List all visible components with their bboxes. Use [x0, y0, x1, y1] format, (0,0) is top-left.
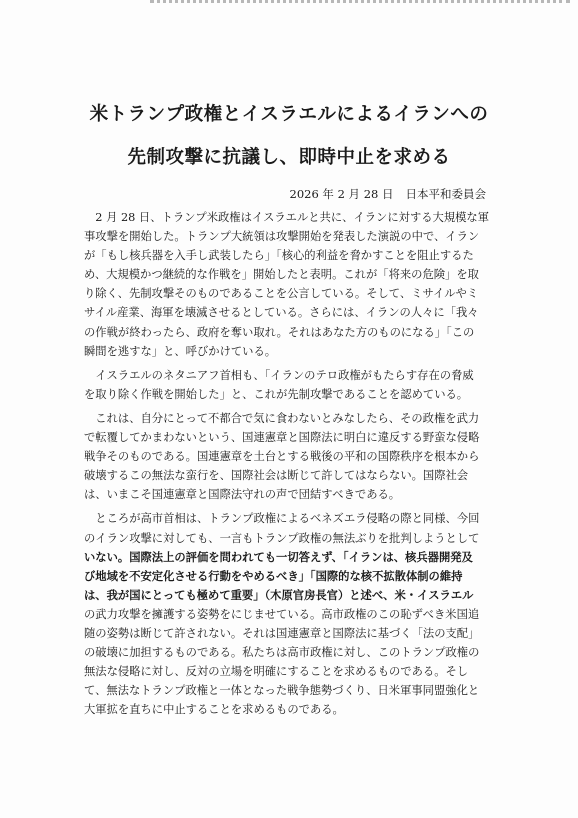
paragraph-1 — [84, 208, 494, 361]
paragraph-line: は、いまこそ国連憲章と国際法守れの声で団結すべきである。 — [84, 488, 401, 502]
paragraph-line: の破壊に加担するものである。私たちは高市政権に対し、このトランプ政権の — [84, 646, 480, 660]
title-line-2: 先制攻撃に抗議し、即時中止を求める — [127, 147, 451, 168]
paragraph-line: て、無法なトランプ政権と一体となった戦争態勢づくり、日米軍事同盟強化と — [84, 684, 480, 698]
paragraph-line: の武力攻撃を擁護する姿勢をにじませている。高市政権のこの恥ずべき米国追 — [84, 607, 480, 621]
paragraph-line: が「もし核兵器を入手し武装したら」「核心的利益を脅かすことを阻止するた — [84, 249, 474, 263]
date: 2026 年 2 月 28 日 — [289, 187, 394, 201]
paragraph-line: これは、自分にとって不都合で気に食わないとみなしたら、その政権を武力 — [84, 411, 480, 425]
paragraph-line: 瞬間を逃すな」と、呼びかけている。 — [84, 344, 277, 358]
body-text — [84, 208, 494, 724]
paragraph-line: 戦争そのものである。国連憲章を土台とする戦後の平和の国際秩序を根本から — [84, 450, 480, 464]
paragraph-line: り除く、先制攻撃そのものであることを公言している。そして、ミサイルやミ — [84, 287, 479, 301]
paragraph-2 — [84, 366, 494, 404]
paragraph-line: で転覆してかまわないという、国連憲章と国際法に明白に違反する野蛮な侵略 — [84, 431, 480, 445]
paragraph-line: 破壊するこの無法な蛮行を、国際社会は断じて許してはならない。国際社会 — [84, 469, 469, 483]
cropped-header-line — [150, 0, 570, 7]
paragraph-line: 事攻撃を開始した。トランプ大統領は攻撃開始を発表した演説の中で、イラン — [84, 230, 480, 244]
author: 日本平和委員会 — [405, 187, 486, 201]
paragraph-line: 大軍拡を直ちに中止することを求めるものである。 — [84, 703, 344, 717]
paragraph-line: イスラエルのネタニアフ首相も、「イランのテロ政権がもたらす存在の脅威 — [84, 368, 474, 382]
paragraph-line: 無法な侵略に対し、反対の立場を明確にすることを求めるものである。そし — [84, 665, 469, 679]
paragraph-line: 随の姿勢は断じて許されない。それは国連憲章と国際法に基づく「法の支配」 — [84, 626, 480, 640]
paragraph-4 — [84, 509, 494, 719]
byline — [290, 186, 487, 202]
title-line-1: 米トランプ政権とイスラエルによるイランへの — [89, 104, 489, 125]
paragraph-line: いない。国際法上の評価を問われても一切答えず、「イランは、核兵器開発及 — [84, 549, 473, 564]
paragraph-line: ところが高市首相は、トランプ政権によるベネズエラ侵略の際と同様、今回 — [84, 512, 480, 526]
paragraph-line: を取り除く作戦を開始した」と、これが先制攻撃であることを認めている。 — [84, 387, 469, 401]
paragraph-line: の作戦が終わったら、政府を奪い取れ。それはあなた方のものになる」「この — [84, 325, 475, 339]
paragraph-line: サイル産業、海軍を壊滅させるとしている。さらには、イランの人々に「我々 — [84, 306, 479, 320]
paragraph-line: のイラン攻撃に対しても、一言もトランプ政権の無法ぶりを批判しようとして — [84, 531, 480, 545]
paragraph-line: は、我が国にとっても極めて重要」（木原官房長官）と述べ、米・イスラエル — [84, 587, 474, 602]
paragraph-line: び地域を不安定化させる行動をやめるべき」「国際的な核不拡散体制の維持 — [84, 568, 463, 583]
paragraph-3 — [84, 409, 494, 504]
paragraph-line: め、大規模かつ継続的な作戦を」開始したと表明。これが「将来の危険」を取 — [84, 268, 479, 282]
paragraph-line: 2 月 28 日、トランプ米政権はイスラエルと共に、イランに対する大規模な軍 — [84, 211, 490, 224]
